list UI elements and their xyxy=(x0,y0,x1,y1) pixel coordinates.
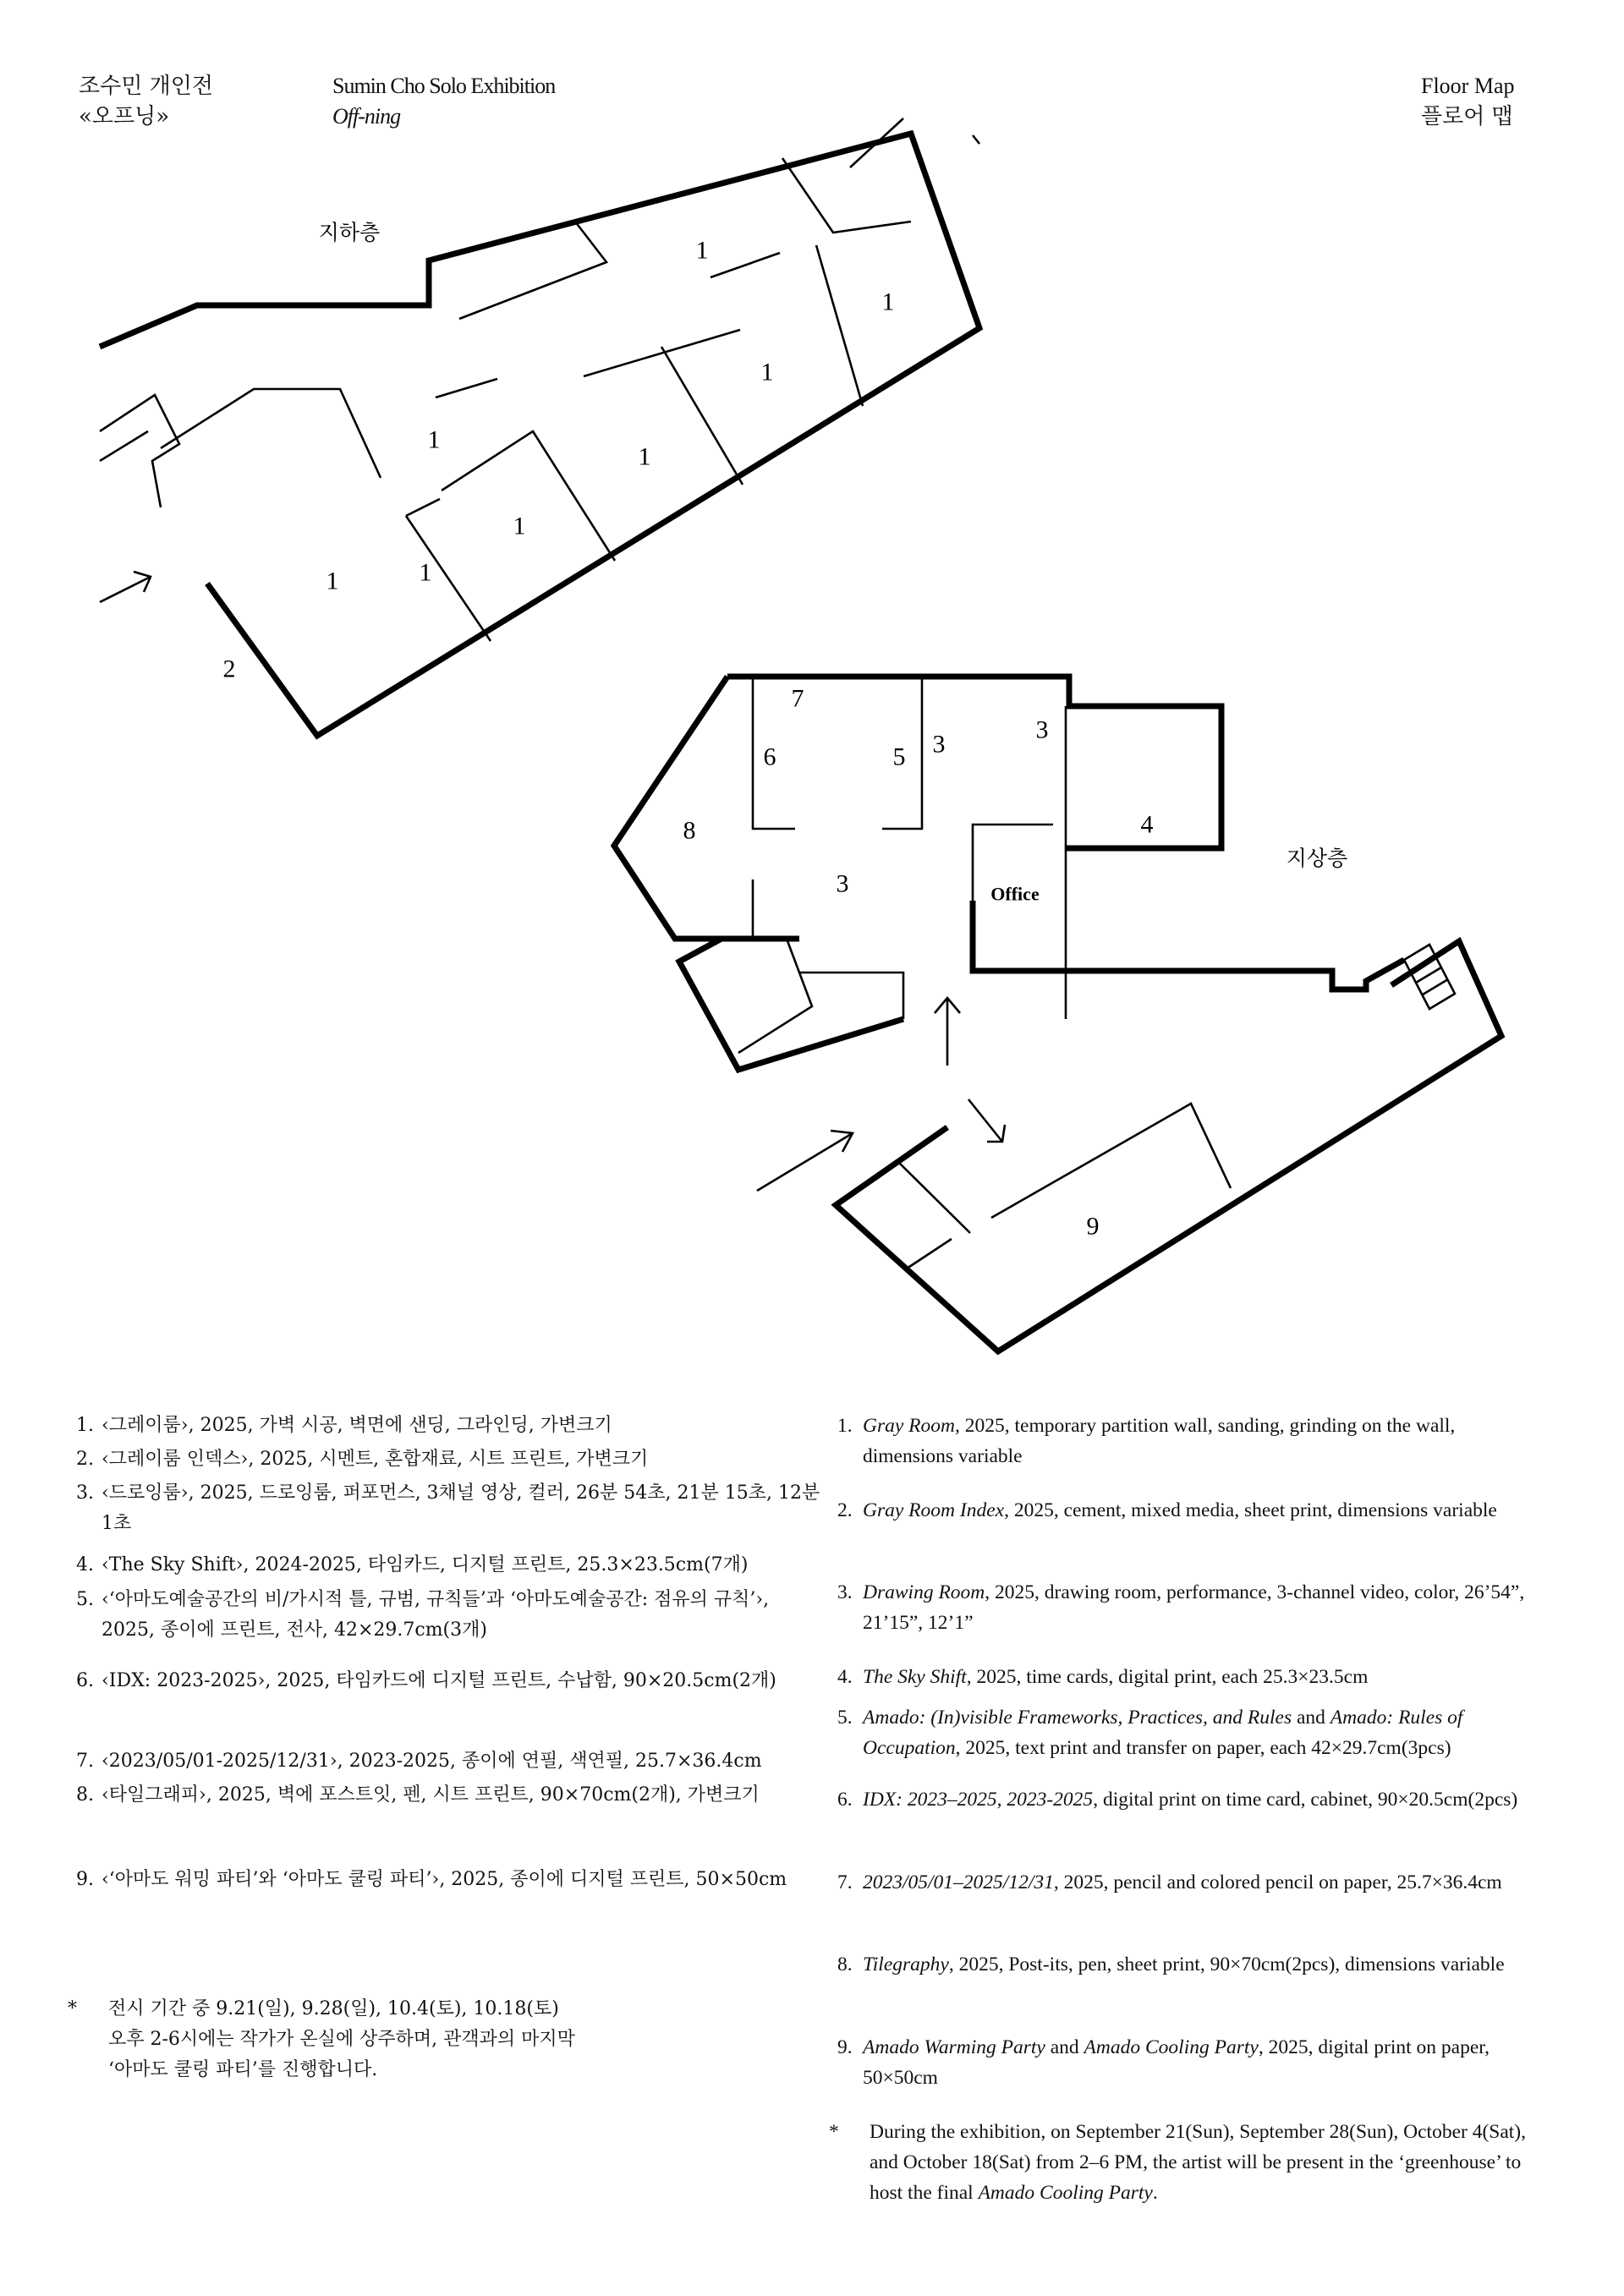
exhibition-note-en: * During the exhibition, on September 21(Sun), September 28(Sun), October 4(Sat), and October 18(Sat) from 2–6 PM, the artist will be present in the ‘greenhouse’ to host the final Amado Cooling Party. xyxy=(837,2117,1548,2208)
exhibition-subtitle-en: Off-ning xyxy=(332,104,401,129)
room-number: 1 xyxy=(326,567,339,595)
work-item-ko: 1. ‹그레이룸›, 2025, 가벽 시공, 벽면에 샌딩, 그라인딩, 가변크기 xyxy=(76,1415,612,1436)
exhibition-title-en: Sumin Cho Solo Exhibition xyxy=(332,74,556,98)
room-number: 4 xyxy=(1140,810,1154,839)
floor-map-title-en: Floor Map xyxy=(1421,74,1515,98)
work-item-ko: 9. ‹‘아마도 워밍 파티’와 ‘아마도 쿨링 파티’›, 2025, 종이에 디지털 프린트, 50×50cm xyxy=(76,1869,787,1890)
entrance-arrow-up-icon xyxy=(935,998,960,1066)
ground-left-wall xyxy=(614,677,799,939)
work-item-ko: 6. ‹IDX: 2023-2025›, 2025, 타임카드에 디지털 프린트, 수납함, 90×20.5cm(2개) xyxy=(76,1670,776,1691)
room-number: 6 xyxy=(763,743,776,771)
work-item-en: 2. Gray Room Index, 2025, cement, mixed media, sheet print, dimensions variable xyxy=(837,1499,1497,1521)
ground-floor-label: 지상층 xyxy=(1286,846,1348,871)
work-item-en: 1. Gray Room, 2025, temporary partition wall, sanding, grinding on the wall, dimensions variable xyxy=(837,1415,1456,1467)
room-number: 1 xyxy=(695,236,709,265)
work-item-en: 9. Amado Warming Party and Amado Cooling Party, 2025, digital print on paper, 50×50cm xyxy=(837,2036,1490,2089)
room-number: 1 xyxy=(513,512,526,540)
room-number: 9 xyxy=(1086,1212,1100,1241)
room-number: 1 xyxy=(427,425,441,454)
work-item-en: 7. 2023/05/01–2025/12/31, 2025, pencil and colored pencil on paper, 25.7×36.4cm xyxy=(837,1871,1502,1893)
work-item-ko: 2. ‹그레이룸 인덱스›, 2025, 시멘트, 혼합재료, 시트 프린트, 가변크기 xyxy=(76,1449,649,1470)
room-number: 1 xyxy=(760,358,774,386)
work-item-ko: 7. ‹2023/05/01-2025/12/31›, 2023-2025, 종이에 연필, 색연필, 25.7×36.4cm xyxy=(76,1751,762,1772)
exhibition-note-ko: * 전시 기간 중 9.21(일), 9.28(일), 10.4(토), 10.18(토) 오후 2-6시에는 작가가 온실에 상주하며, 관객과의 마지막 ‘아마도 쿨링 파티’를 진행합니다. xyxy=(76,1994,820,2085)
basement-entrance-arrow-icon xyxy=(100,572,151,602)
work-item-en: 5. Amado: (In)visible Frameworks, Practices, and Rules and Amado: Rules of Occupation, 2025, text print and transfer on paper, each 42×29.7cm(3pcs) xyxy=(837,1707,1463,1759)
room-number: 1 xyxy=(881,288,895,316)
ground-front-wall xyxy=(836,941,1501,1351)
ground-small-room-wall xyxy=(679,939,903,1070)
entrance-arrow-icon xyxy=(757,1131,853,1191)
exhibition-title-ko: 조수민 개인전 xyxy=(79,74,213,99)
basement-floor-label: 지하층 xyxy=(318,220,381,245)
note-asterisk: * xyxy=(68,1998,77,2019)
work-item-en: 6. IDX: 2023–2025, 2023-2025, digital print on time card, cabinet, 90×20.5cm(2pcs) xyxy=(837,1789,1518,1811)
work-item-en: 3. Drawing Room, 2025, drawing room, performance, 3-channel video, color, 26’54”, 21’15”, 12’1” xyxy=(837,1581,1525,1634)
note-asterisk: * xyxy=(829,2121,839,2143)
room-number: 5 xyxy=(892,743,906,771)
room-number: 2 xyxy=(222,655,236,683)
room-number: 8 xyxy=(683,816,696,845)
stairs-icon xyxy=(1404,945,1455,1009)
room-number: 7 xyxy=(791,684,804,713)
exhibition-subtitle-ko: «오프닝» xyxy=(79,104,170,129)
room-number: 1 xyxy=(419,558,432,587)
room-number: 3 xyxy=(836,869,849,898)
office-label: Office xyxy=(990,883,1040,905)
ground-office-wall xyxy=(973,901,1404,989)
floor-map-title-ko: 플로어 맵 xyxy=(1421,104,1513,129)
room-number: 3 xyxy=(932,730,946,759)
work-item-ko: 8. ‹타일그래피›, 2025, 벽에 포스트잇, 펜, 시트 프린트, 90×70cm(2개), 가변크기 xyxy=(76,1784,760,1806)
work-item-ko: 4. ‹The Sky Shift›, 2024-2025, 타임카드, 디지털 프린트, 25.3×23.5cm(7개) xyxy=(76,1554,749,1575)
work-item-en: 4. The Sky Shift, 2025, time cards, digital print, each 25.3×23.5cm xyxy=(837,1666,1369,1688)
room-number: 3 xyxy=(1035,715,1049,744)
basement-outer-wall-top xyxy=(100,134,979,736)
basement-plan xyxy=(100,118,979,736)
work-item-ko: 5. ‹‘아마도예술공간의 비/가시적 틀, 규범, 규칙들’과 ‘아마도예술공간: 점유의 규칙’›, 2025, 종이에 프린트, 전사, 42×29.7cm(3개) xyxy=(76,1589,770,1641)
path-arrow-down-icon xyxy=(968,1099,1005,1142)
basement-interior-walls xyxy=(100,118,979,641)
work-item-ko: 3. ‹드로잉룸›, 2025, 드로잉룸, 퍼포먼스, 3채널 영상, 컬러, 26분 54초, 21분 15초, 12분 1초 xyxy=(76,1482,820,1534)
room-number: 1 xyxy=(638,442,651,471)
ground-floor-plan xyxy=(614,677,1501,1351)
work-item-en: 8. Tilegraphy, 2025, Post-its, pen, sheet print, 90×70cm(2pcs), dimensions variable xyxy=(837,1954,1505,1975)
